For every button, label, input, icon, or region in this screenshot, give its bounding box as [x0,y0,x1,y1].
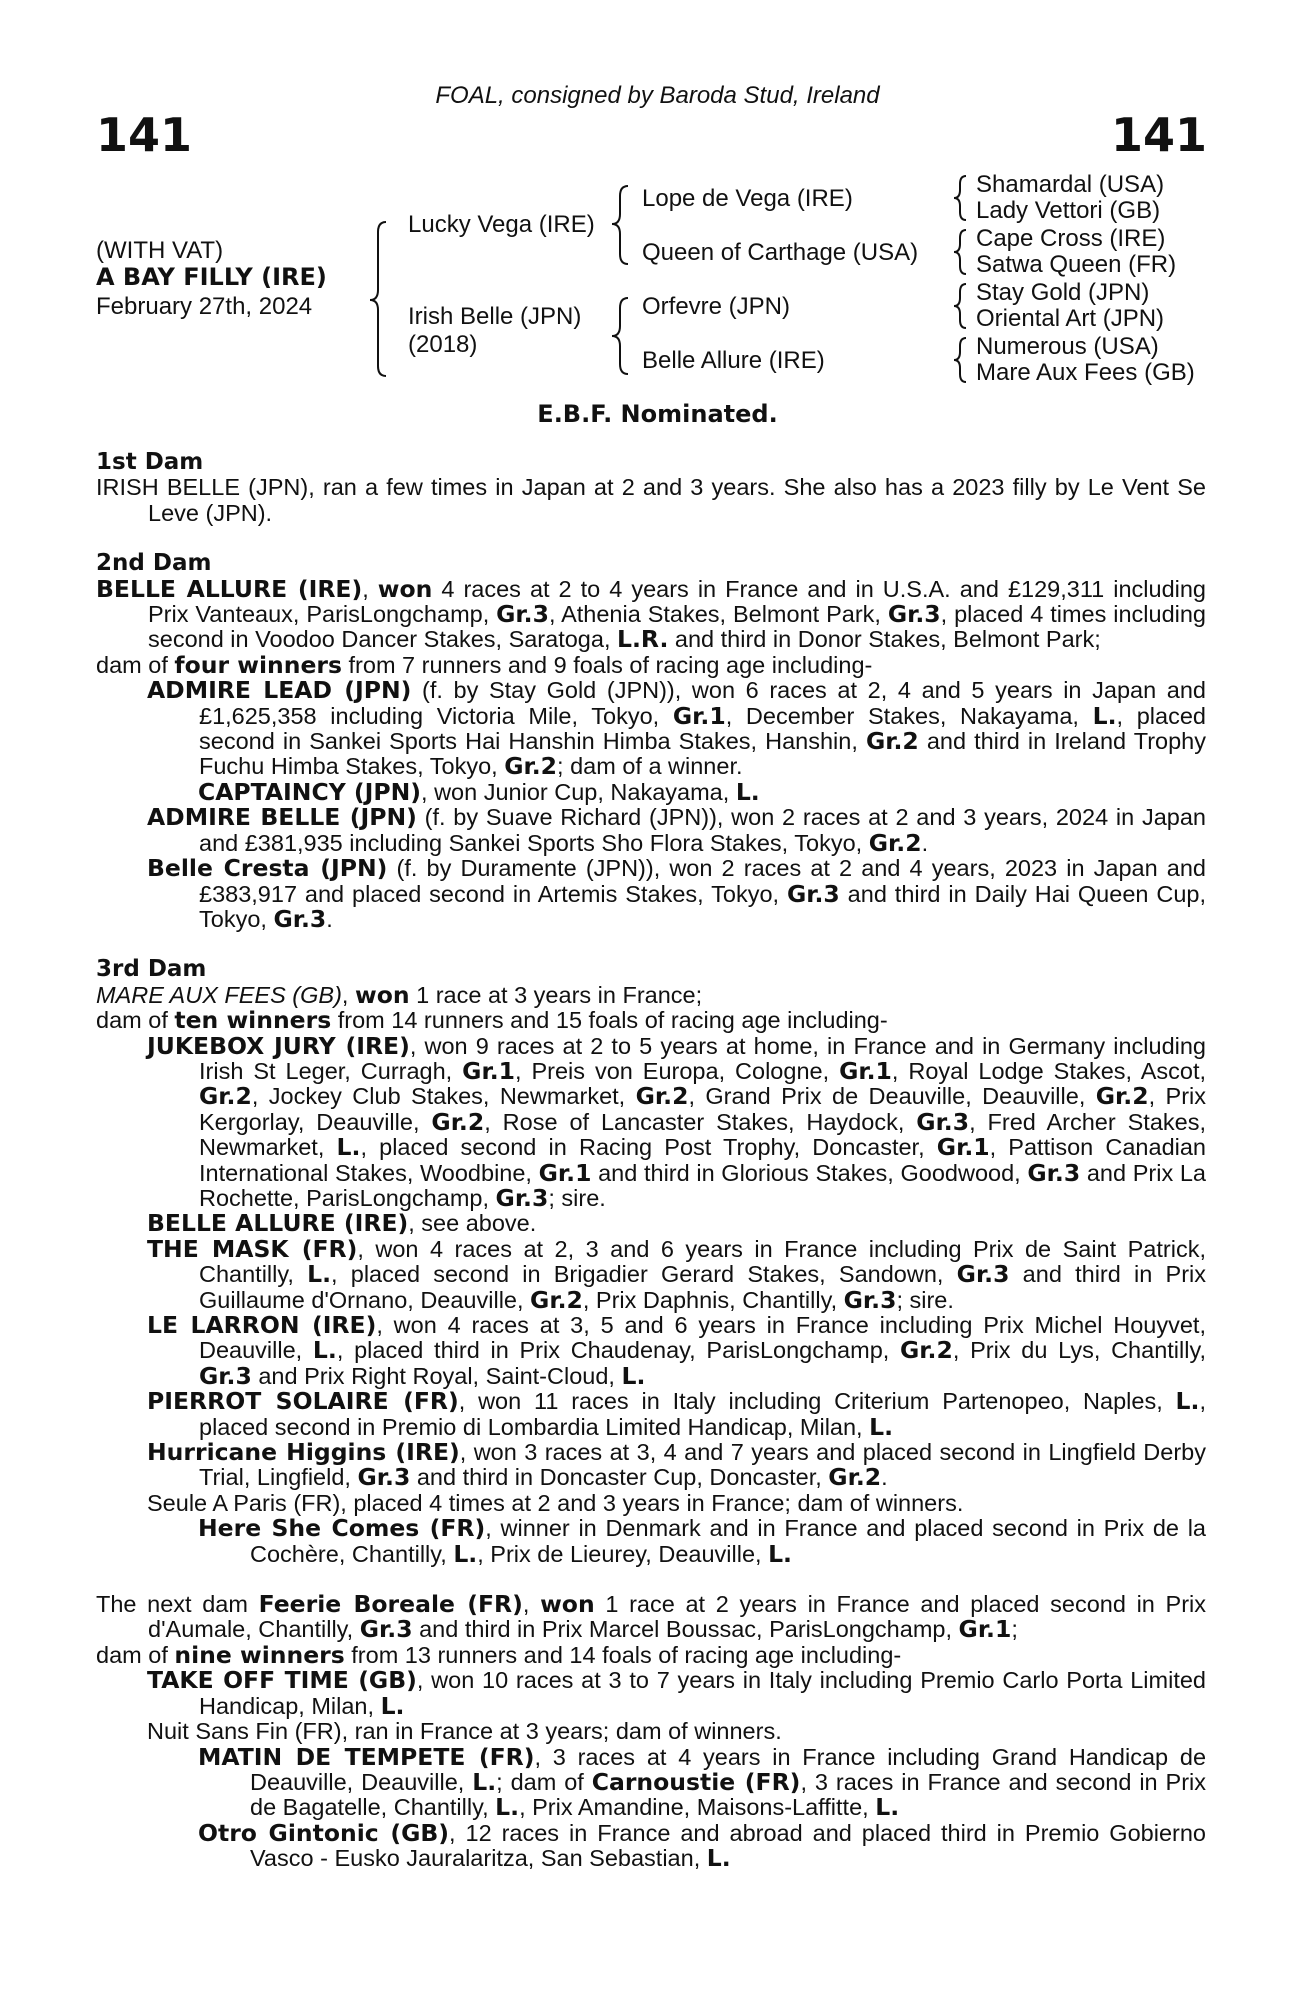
produce-seule-a-paris: Seule A Paris (FR), placed 4 times at 2 and 3 years in France; dam of winners. [147,1489,964,1516]
produce-hurricane-higgins: Hurricane Higgins (IRE), won 3 races at 3, 4 and 7 years and placed second in Lingfield Derby Trial, Lingfield, Gr.3 and third in Doncaster Cup, Doncaster, Gr.2. [147,1438,1206,1492]
produce-jukebox-jury: JUKEBOX JURY (IRE), won 9 races at 2 to 5 years at home, in France and in Germany including Irish St Leger, Curragh, Gr.1, Preis von Europa, Cologne, Gr.1, Royal Lodge Stakes, Ascot, Gr.2, Jockey Club Stakes, Newmarket, Gr.2, Grand Prix de Deauville, Deauville, Gr.2, Prix Kergorlay, Deauville, Gr.2, Rose of Lancaster Stakes, Haydock, Gr.3, Fred Archer Stakes, Newmarket, L., placed second in Racing Post Trophy, Doncaster, Gr.1, Pattison Canadian International Stakes, Woodbine, Gr.1 and third in Glorious Stakes, Goodwood, Gr.3 and Prix La Rochette, ParisLongchamp, Gr.3; sire. [147,1031,1207,1212]
ancestor-8: Mare Aux Fees (GB) [976,359,1195,386]
produce-pierrot-solaire: PIERROT SOLAIRE (FR), won 11 races in Italy including Criterium Partenopeo, Naples, L., placed second in Premio di Lombardia Limited Handicap, Milan, L. [147,1387,1206,1441]
third-dam-produce: dam of ten winners from 14 runners and 15 foals of racing age including- [96,1006,888,1035]
produce-belle-cresta: Belle Cresta (JPN) (f. by Duramente (JPN)), won 2 races at 2 and 4 years, 2023 in Japan and £383,917 and placed second in Artemis Stakes, Tokyo, Gr.3 and third in Daily Hai Queen Cup, Tokyo, Gr.3. [147,854,1206,933]
consignment-line: FOAL, consigned by Baroda Stud, Ireland [435,82,880,109]
produce-take-off-time: TAKE OFF TIME (GB), won 10 races at 3 to 7 years in Italy including Premio Carlo Porta Limited Handicap, Milan, L. [147,1666,1206,1720]
dam-dam-name: Belle Allure (IRE) [642,347,825,374]
next-dam-produce: dam of nine winners from 13 runners and 14 foals of racing age including- [96,1640,902,1669]
third-dam-record: MARE AUX FEES (GB), won 1 race at 3 years in France; [96,980,703,1009]
dam-sire-name: Orfevre (JPN) [642,293,791,320]
first-dam-text: IRISH BELLE (JPN), ran a few times in Japan at 2 and 3 years. She also has a 2023 filly by Le Vent Se Leve (JPN). [96,474,1206,526]
ancestor-4: Satwa Queen (FR) [976,251,1177,278]
lot-number-right: 141 [1110,108,1207,162]
produce-admire-lead: ADMIRE LEAD (JPN) (f. by Stay Gold (JPN)), won 6 races at 2, 4 and 5 years in Japan and £1,625,358 including Victoria Mile, Tokyo, Gr.1, December Stakes, Nakayama, L., placed second in Sankei Sports Hai Hanshin Himba Stakes, Hanshin, Gr.2 and third in Ireland Trophy Fuchu Himba Stakes, Tokyo, Gr.2; dam of a winner. [147,676,1206,781]
ebf-nominated: E.B.F. Nominated. [537,400,778,428]
ancestor-3: Cape Cross (IRE) [976,225,1166,252]
produce-captaincy: CAPTAINCY (JPN), won Junior Cup, Nakayama, L. [198,777,760,806]
sire-dam-name: Queen of Carthage (USA) [642,239,919,266]
produce-belle-allure: BELLE ALLURE (IRE), see above. [147,1209,537,1238]
first-dam-heading: 1st Dam [96,449,204,475]
sire-sire-name: Lope de Vega (IRE) [642,185,853,212]
produce-admire-belle: ADMIRE BELLE (JPN) (f. by Suave Richard (JPN)), won 2 races at 2 and 3 years, 2024 in Japan and £381,935 including Sankei Sports Sho Flora Stakes, Tokyo, Gr.2. [147,803,1206,857]
ancestor-6: Oriental Art (JPN) [976,305,1165,332]
produce-matin-de-tempete: MATIN DE TEMPETE (FR), 3 races at 4 years in France including Grand Handicap de Deauville, Deauville, L.; dam of Carnoustie (FR), 3 races in France and second in Prix de Bagatelle, Chantilly, L., Prix Amandine, Maisons-Laffitte, L. [198,1742,1207,1822]
third-dam-heading: 3rd Dam [96,956,207,983]
lot-number-left: 141 [96,108,193,162]
ancestor-2: Lady Vettori (GB) [976,197,1161,224]
second-dam-heading: 2nd Dam [96,550,212,577]
second-dam-produce: dam of four winners from 7 runners and 9 foals of racing age including- [96,650,873,679]
produce-le-larron: LE LARRON (IRE), won 4 races at 3, 5 and 6 years in France including Prix Michel Houyvet, Deauville, L., placed third in Prix Chaudenay, ParisLongchamp, Gr.2, Prix du Lys, Chantilly, Gr.3 and Prix Right Royal, Saint-Cloud, L. [147,1311,1206,1390]
horse-name: A BAY FILLY (IRE) [96,263,327,291]
ancestor-1: Shamardal (USA) [976,171,1165,198]
dam-year: (2018) [408,331,478,358]
vat-label: (WITH VAT) [96,237,224,264]
produce-otro-gintonic: Otro Gintonic (GB), 12 races in France and abroad and placed third in Premio Gobierno Vasco - Eusko Jauralaritza, San Sebastian, L. [198,1818,1206,1873]
produce-here-she-comes: Here She Comes (FR), winner in Denmark and in France and placed second in Prix de la Cochère, Chantilly, L., Prix de Lieurey, Deauville, L. [198,1514,1206,1568]
dam-name: Irish Belle (JPN) [408,303,582,330]
next-dam-record: The next dam Feerie Boreale (FR), won 1 race at 2 years in France and placed second in Prix d'Aumale, Chantilly, Gr.3 and third in Prix Marcel Boussac, ParisLongchamp, Gr.1; [96,1590,1206,1644]
second-dam-record: BELLE ALLURE (IRE), won 4 races at 2 to 4 years in France and in U.S.A. and £129,311 including Prix Vanteaux, ParisLongchamp, Gr.3, Athenia Stakes, Belmont Park, Gr.3, placed 4 times including second in Voodoo Dancer Stakes, Saratoga, L.R. and third in Donor Stakes, Belmont Park; [96,574,1206,654]
foaling-date: February 27th, 2024 [96,293,313,320]
sire-name: Lucky Vega (IRE) [408,211,595,238]
produce-nuit-sans-fin: Nuit Sans Fin (FR), ran in France at 3 years; dam of winners. [147,1718,782,1745]
catalogue-body [96,450,1206,1872]
produce-the-mask: THE MASK (FR), won 4 races at 2, 3 and 6 years in France including Prix de Saint Patrick, Chantilly, L., placed second in Brigadier Gerard Stakes, Sandown, Gr.3 and third in Prix Guillaume d'Ornano, Deauville, Gr.2, Prix Daphnis, Chantilly, Gr.3; sire. [147,1234,1206,1314]
ancestor-5: Stay Gold (JPN) [976,279,1150,306]
ancestor-7: Numerous (USA) [976,333,1159,360]
